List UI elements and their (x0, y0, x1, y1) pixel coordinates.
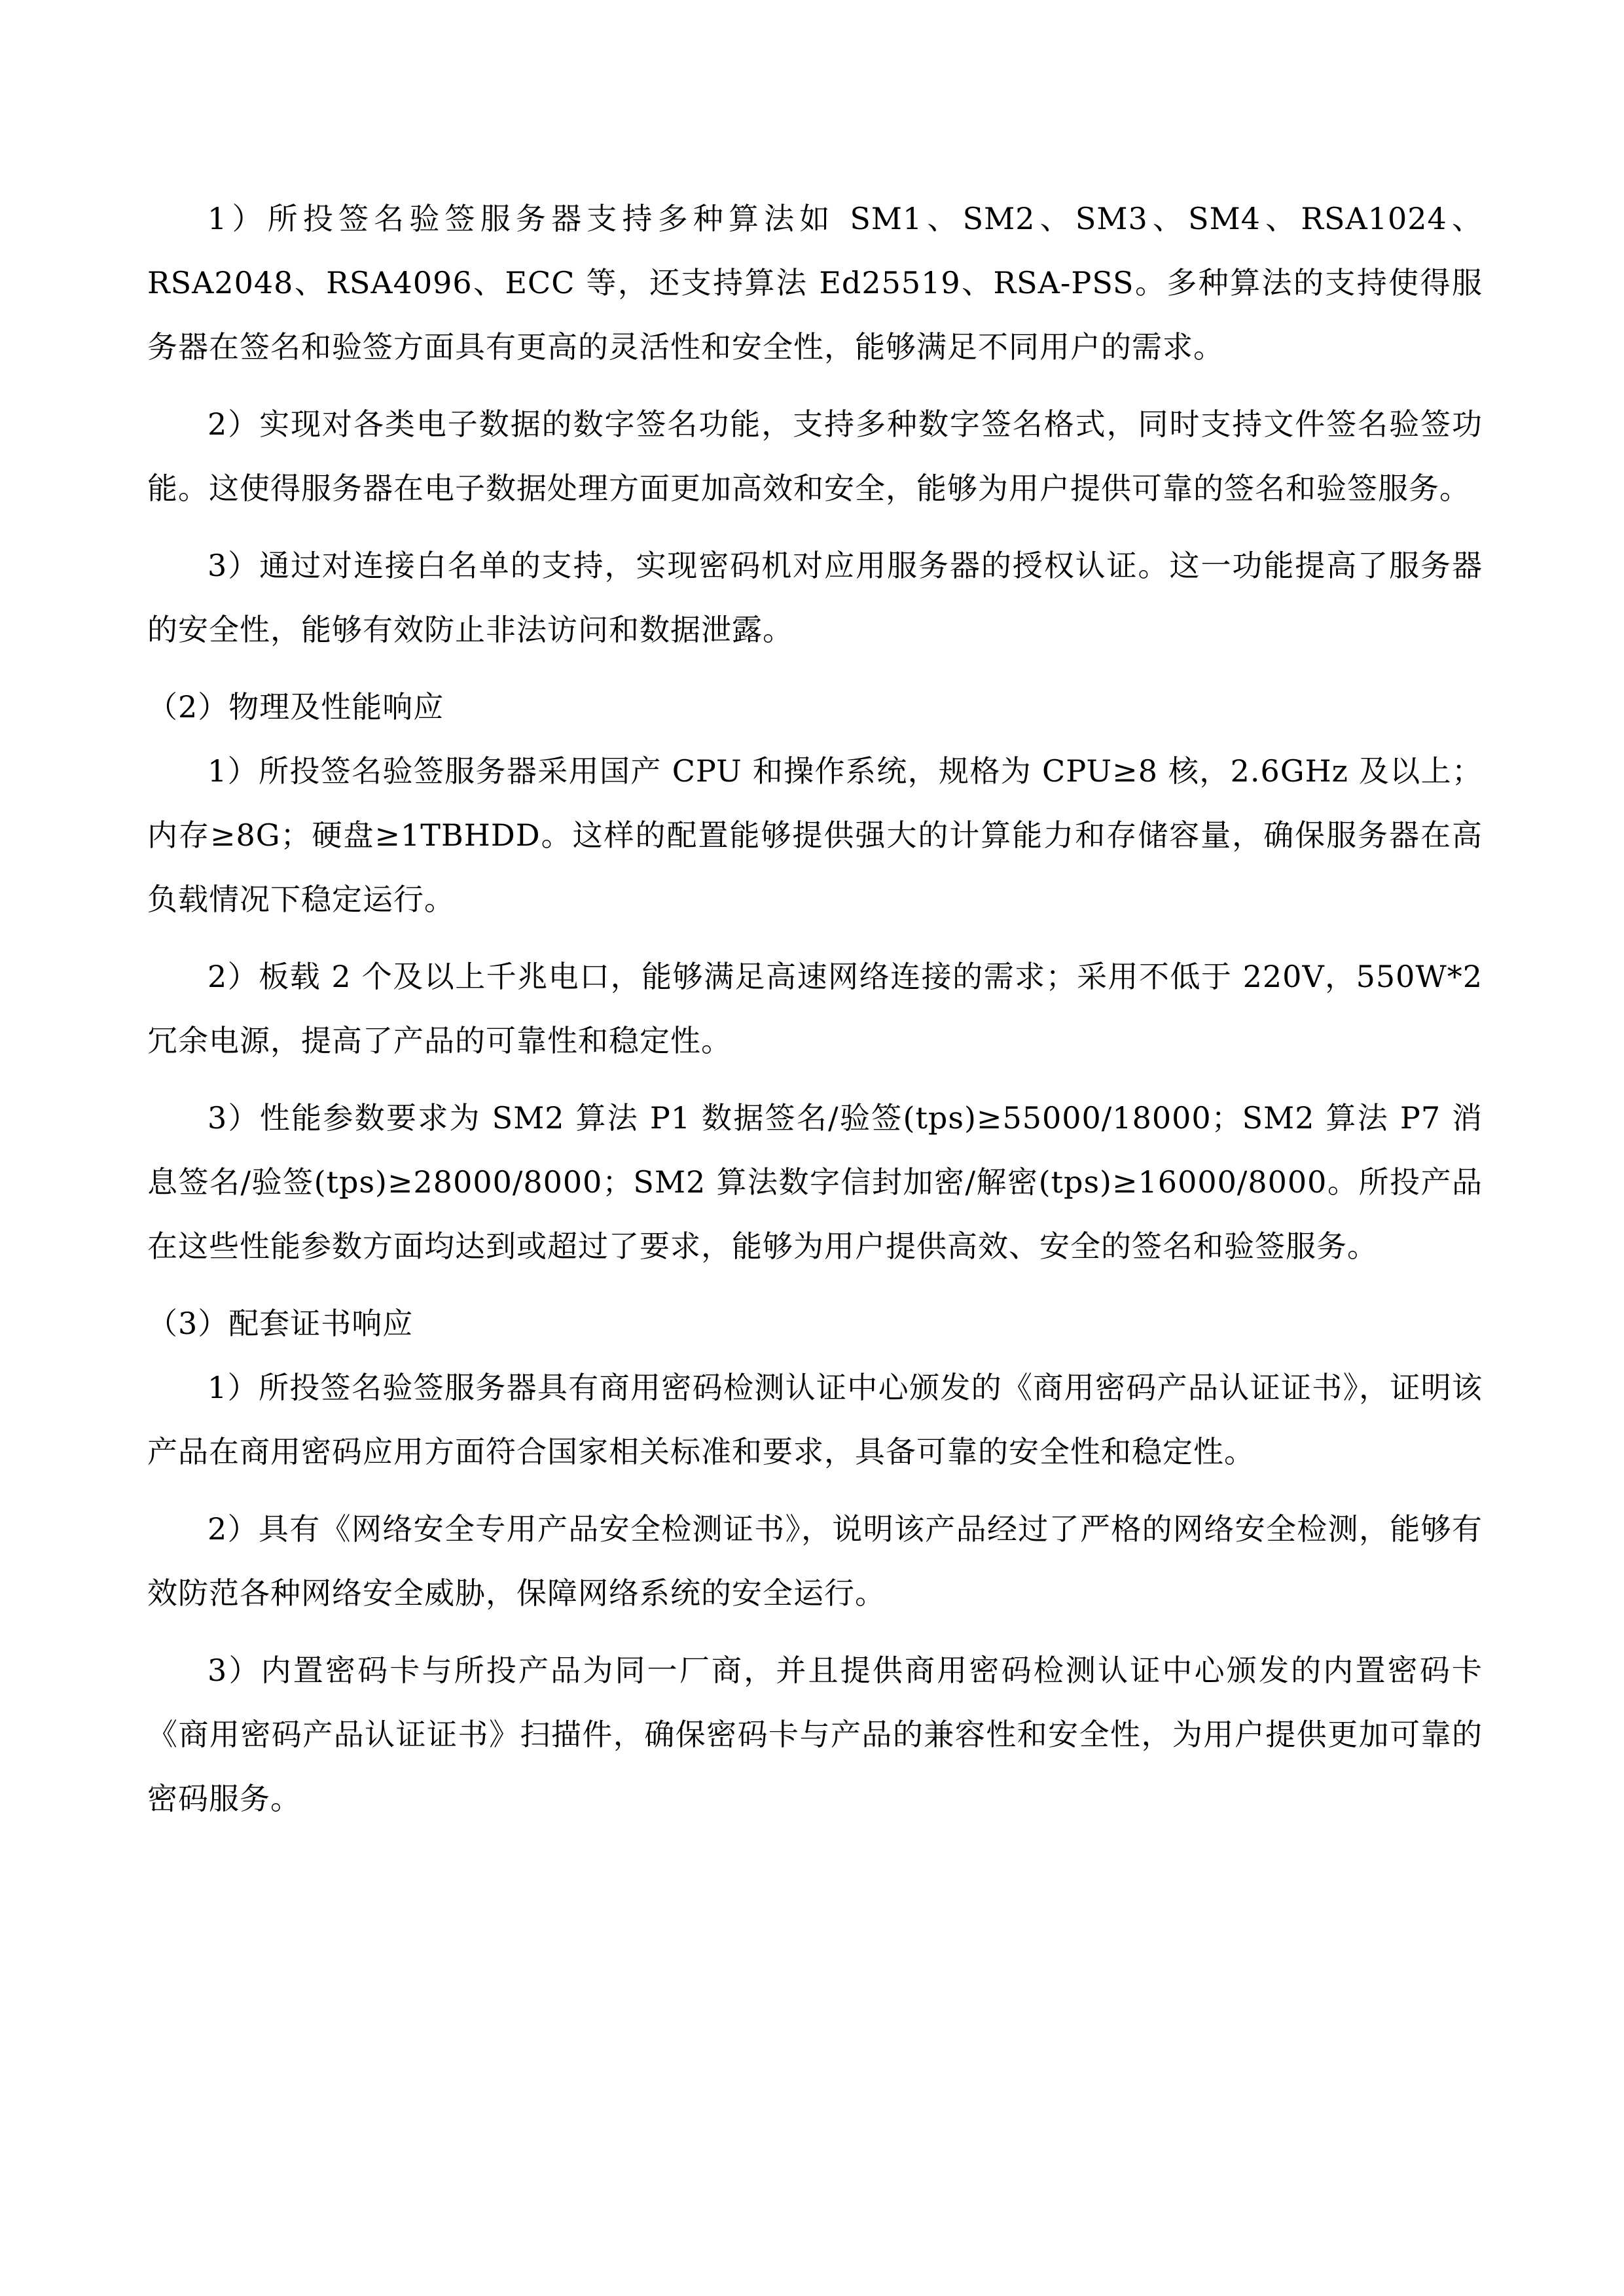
paragraph: 3）性能参数要求为 SM2 算法 P1 数据签名/验签(tps)≥55000/18000；SM2 算法 P7 消息签名/验签(tps)≥28000/8000；SM2 算法数字信封加密/解密(tps)≥16000/8000。所投产品在这些性能参数方面均达到或超过了要求，能够为用户提供高效、安全的签名和验签服务。 (147, 1100, 1483, 1264)
section-heading: （3）配套证书响应 (147, 1306, 414, 1341)
section-certificates (147, 1291, 1483, 1831)
section-functional (147, 187, 1483, 662)
paragraph: 2）板载 2 个及以上千兆电口，能够满足高速网络连接的需求；采用不低于 220V，550W*2 冗余电源，提高了产品的可靠性和稳定性。 (147, 959, 1483, 1058)
paragraph: 3）通过对连接白名单的支持，实现密码机对应用服务器的授权认证。这一功能提高了服务器的安全性，能够有效防止非法访问和数据泄露。 (147, 548, 1483, 647)
paragraph: 3）内置密码卡与所投产品为同一厂商，并且提供商用密码检测认证中心颁发的内置密码卡《商用密码产品认证证书》扫描件，确保密码卡与产品的兼容性和安全性，为用户提供更加可靠的密码服务。 (147, 1653, 1483, 1816)
paragraph: 2）具有《网络安全专用产品安全检测证书》，说明该产品经过了严格的网络安全检测，能够有效防范各种网络安全威胁，保障网络系统的安全运行。 (147, 1511, 1483, 1611)
document-body (147, 187, 1483, 1844)
paragraph: 1）所投签名验签服务器支持多种算法如 SM1、SM2、SM3、SM4、RSA1024、RSA2048、RSA4096、ECC 等，还支持算法 Ed25519、RSA-PSS。多种算法的支持使得服务器在签名和验签方面具有更高的灵活性和安全性，能够满足不同用户的需求。 (147, 201, 1483, 365)
section-heading: （2）物理及性能响应 (147, 689, 444, 725)
section-physical-performance (147, 675, 1483, 1278)
paragraph: 1）所投签名验签服务器具有商用密码检测认证中心颁发的《商用密码产品认证证书》，证明该产品在商用密码应用方面符合国家相关标准和要求，具备可靠的安全性和稳定性。 (147, 1370, 1483, 1469)
paragraph: 2）实现对各类电子数据的数字签名功能，支持多种数字签名格式，同时支持文件签名验签功能。这使得服务器在电子数据处理方面更加高效和安全，能够为用户提供可靠的签名和验签服务。 (147, 406, 1483, 506)
paragraph: 1）所投签名验签服务器采用国产 CPU 和操作系统，规格为 CPU≥8 核，2.6GHz 及以上；内存≥8G；硬盘≥1TBHDD。这样的配置能够提供强大的计算能力和存储容量，确保服务器在高负载情况下稳定运行。 (147, 753, 1483, 917)
